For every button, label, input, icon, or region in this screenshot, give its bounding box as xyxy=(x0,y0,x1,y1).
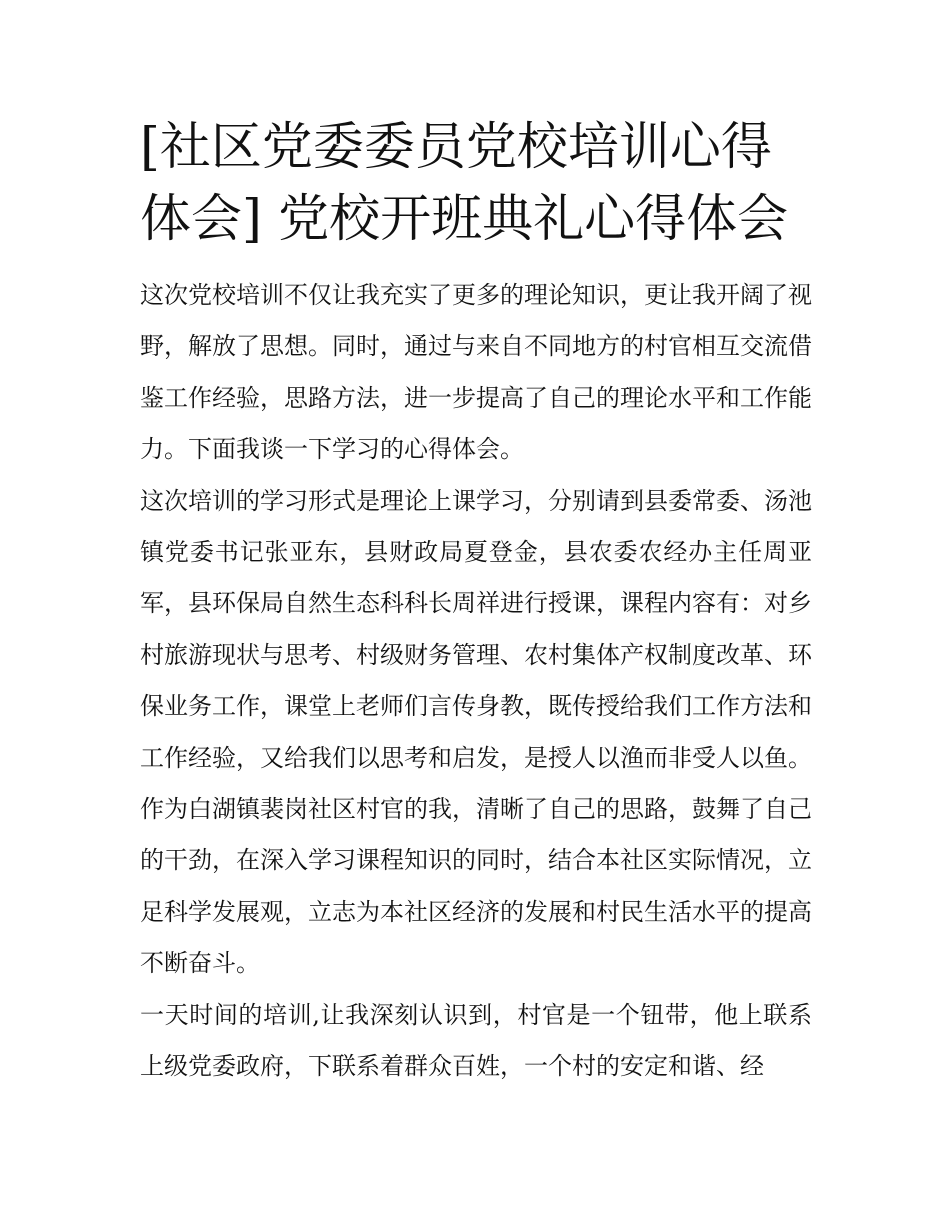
document-title: [社区党委委员党校培训心得体会] 党校开班典礼心得体会 xyxy=(140,118,789,249)
paragraph-1: 这次党校培训不仅让我充实了更多的理论知识，更让我开阔了视野，解放了思想。同时，通过与来自不同地方的村官相互交流借鉴工作经验，思路方法，进一步提高了自己的理论水平和工作能力。下面我谈一下学习的心得体会。 xyxy=(140,281,812,464)
document-body xyxy=(140,270,812,1093)
paragraph-3: 一天时间的培训,让我深刻认识到，村官是一个钮带，他上联系上级党委政府，下联系着群众百姓，一个村的安定和谐、经 xyxy=(140,1000,812,1081)
paragraph-2: 这次培训的学习形式是理论上课学习，分别请到县委常委、汤池镇党委书记张亚东，县财政局夏登金，县农委农经办主任周亚军，县环保局自然生态科科长周祥进行授课，课程内容有：对乡村旅游现状与思考、村级财务管理、农村集体产权制度改革、环保业务工作，课堂上老师们言传身教，既传授给我们工作方法和工作经验，又给我们以思考和启发，是授人以渔而非受人以鱼。作为白湖镇裴岗社区村官的我，清晰了自己的思路，鼓舞了自己的干劲，在深入学习课程知识的同时，结合本社区实际情况，立足科学发展观，立志为本社区经济的发展和村民生活水平的提高不断奋斗。 xyxy=(140,486,812,978)
document-content xyxy=(140,112,812,1093)
